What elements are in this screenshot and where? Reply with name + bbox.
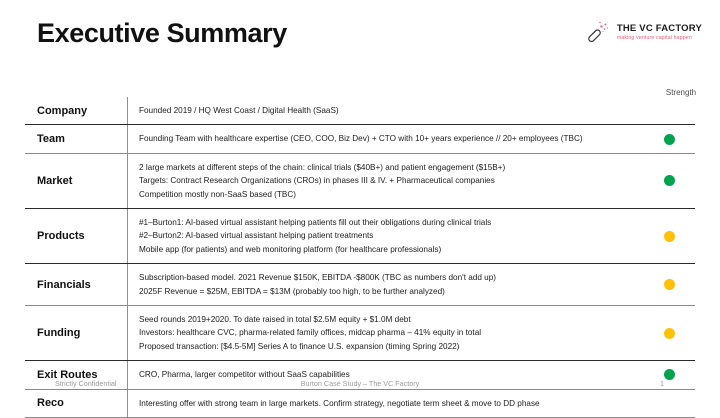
status-badge	[664, 328, 675, 339]
content-line: Investors: healthcare CVC, pharma-related family offices, midcap pharma – 41% equity in total	[139, 328, 482, 338]
status-badge	[664, 231, 675, 242]
strength-column-header: Strength	[665, 88, 697, 97]
footer-page-number: 1	[660, 379, 664, 388]
strength-cell	[643, 209, 695, 263]
content-line: Competition mostly non-SaaS based (TBC)	[139, 189, 296, 199]
row-content	[128, 264, 643, 305]
content-line: Founded 2019 / HQ West Coast / Digital Health (SaaS)	[139, 106, 339, 115]
slide-footer	[0, 379, 720, 395]
row-label: Team	[25, 125, 128, 152]
table-row	[25, 97, 695, 125]
strength-cell	[643, 154, 695, 208]
row-content	[128, 209, 643, 263]
footer-confidentiality: Strictly Confidential	[55, 379, 117, 388]
row-content	[128, 306, 643, 360]
magic-wand-icon	[585, 20, 611, 46]
executive-summary-table	[25, 97, 695, 418]
content-line: #2–Burton2: AI-based virtual assistant helping patient treatments	[139, 231, 374, 241]
strength-cell	[643, 306, 695, 360]
status-badge	[664, 134, 675, 145]
content-line: Subscription-based model. 2021 Revenue $150K, EBITDA -$800K (TBC as numbers don't add up)	[139, 273, 497, 283]
row-label: Financials	[25, 264, 128, 305]
row-label: Exit Routes	[25, 361, 128, 388]
status-badge	[664, 175, 675, 186]
content-line: Targets: Contract Research Organizations (CROs) in phases III & IV. + Pharmaceutical companies	[139, 176, 495, 186]
strength-cell	[643, 264, 695, 305]
table-row	[25, 125, 695, 153]
row-label: Market	[25, 154, 128, 208]
table-row	[25, 209, 695, 264]
page-title: Executive Summary	[37, 18, 287, 48]
table-row	[25, 306, 695, 361]
row-content	[128, 125, 643, 152]
table-row	[25, 264, 695, 306]
row-content	[128, 97, 643, 124]
status-badge	[664, 279, 675, 290]
content-line: Founding Team with healthcare expertise (CEO, COO, Biz Dev) + CTO with 10+ years experience // 20+ employees (TBC)	[139, 134, 583, 144]
status-badge	[664, 398, 675, 409]
content-line: Mobile app (for patients) and web monitoring platform (for healthcare professionals)	[139, 244, 442, 254]
row-label: Products	[25, 209, 128, 263]
row-label: Company	[25, 97, 128, 124]
content-line: 2025F Revenue = $25M, EBITDA = $13M (probably too high, to be further analyzed)	[139, 286, 445, 296]
strength-cell	[643, 125, 695, 152]
brand-text-block	[617, 24, 702, 41]
content-line: CRO, Pharma, larger competitor without SaaS capabilities	[139, 370, 350, 380]
brand-tagline: making venture capital happen	[616, 35, 692, 42]
table-row	[25, 154, 695, 209]
footer-deck-title: Burton Case Study – The VC Factory	[300, 379, 420, 388]
content-line: Interesting offer with strong team in large markets. Confirm strategy, negotiate term sheet & move to DD phase	[139, 398, 540, 408]
content-line: 2 large markets at different steps of the chain: clinical trials ($40B+) and patient engagement ($15B+)	[139, 162, 506, 172]
brand-name: THE VC FACTORY	[616, 23, 702, 35]
strength-cell	[643, 97, 695, 124]
status-badge	[664, 105, 675, 116]
brand-logo	[585, 20, 702, 46]
row-label: Reco	[25, 390, 128, 417]
content-line: #1–Burton1: AI-based virtual assistant helping patients fill out their obligations during clinical trials	[139, 218, 492, 228]
row-label: Funding	[25, 306, 128, 360]
content-line: Seed rounds 2019+2020. To date raised in total $2.5M equity + $1.0M debt	[139, 315, 411, 325]
content-line: Proposed transaction: [$4.5-5M] Series A to finance U.S. expansion (timing Spring 2022)	[139, 341, 460, 351]
row-content	[128, 154, 643, 208]
